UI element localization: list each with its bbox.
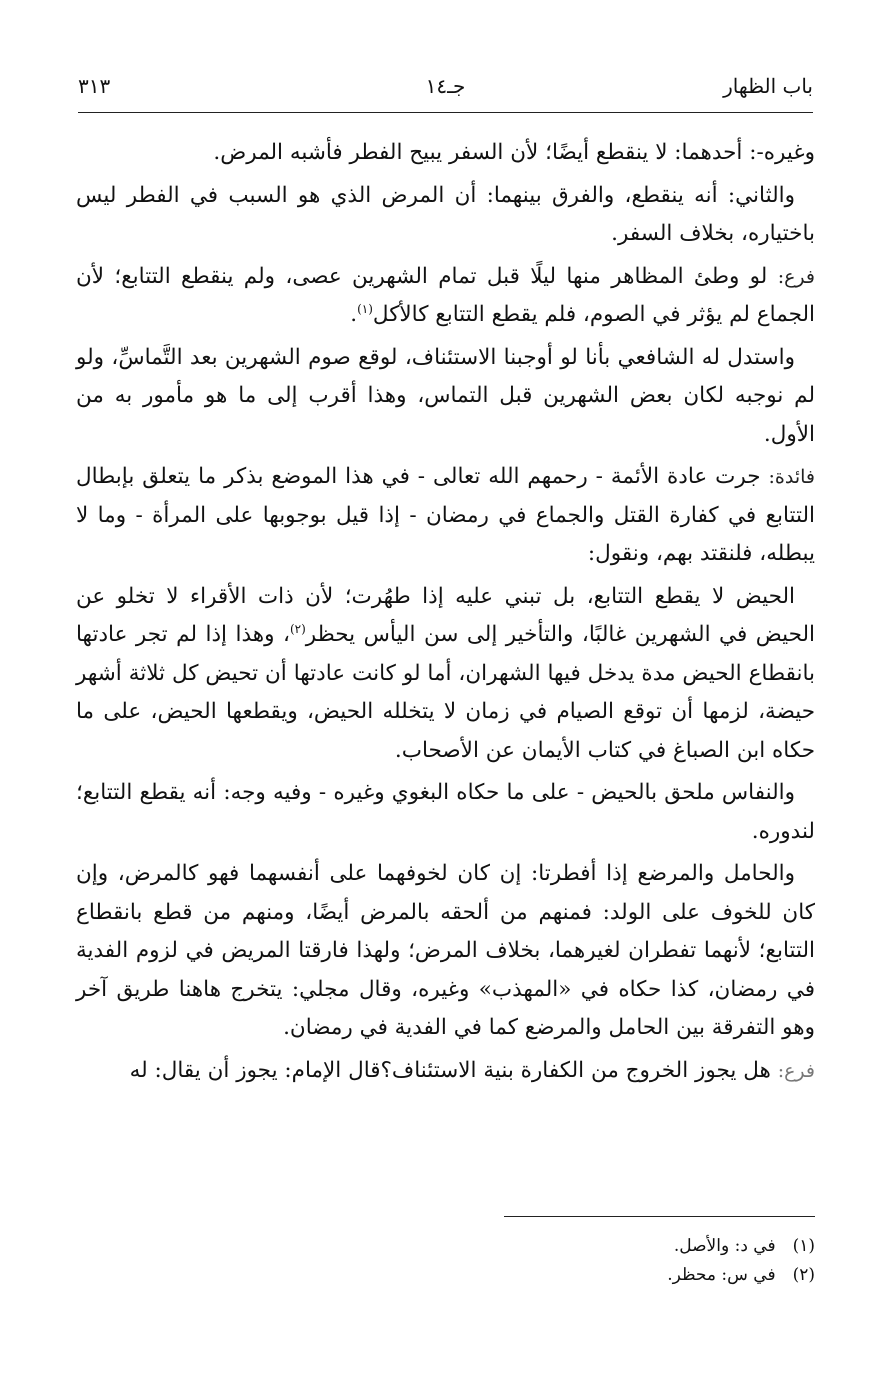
footnote-ref: (٢) <box>289 621 306 636</box>
section-lead: فائدة: <box>768 466 815 488</box>
section-lead: فرع: <box>777 265 815 288</box>
paragraph-text: هل يجوز الخروج من الكفارة بنية الاستئناف؟قال الإمام: يجوز أن يقال: له <box>129 1057 771 1083</box>
footnote-text: في س: محظر. <box>667 1265 776 1285</box>
footnote-text: في د: والأصل. <box>673 1236 776 1256</box>
page-number: ٣١٣ <box>78 74 111 98</box>
paragraph <box>76 458 815 574</box>
paragraph-text: والنفاس ملحق بالحيض - على ما حكاه البغوي وغيره - وفيه وجه: أنه يقطع التتابع؛ لندوره. <box>76 780 815 844</box>
section-lead: فرع: <box>777 1059 815 1082</box>
footnotes <box>200 1232 815 1290</box>
paragraph-text: جرت عادة الأئمة - رحمهم الله تعالى - في هذا الموضع بذكر ما يتعلق بإبطال التتابع في كفارة القتل والجماع في رمضان - إذا قيل بوجوبها على المرأة - وما لا يبطله، فلنقتد بهم، ونقول: <box>76 464 815 566</box>
page-header <box>78 66 813 106</box>
header-divider <box>78 112 813 113</box>
footnote-ref: (١) <box>357 301 373 316</box>
paragraph <box>76 177 815 254</box>
footnote <box>200 1232 815 1261</box>
paragraph <box>76 1052 815 1091</box>
paragraph <box>76 855 815 1048</box>
paragraph-text: والثاني: أنه ينقطع، والفرق بينهما: أن المرض الذي هو السبب في الفطر ليس باختياره، بخلاف السفر. <box>76 182 815 246</box>
paragraph-text: وغيره-: أحدهما: لا ينقطع أيضًا؛ لأن السفر يبيح الفطر فأشبه المرض. <box>213 140 815 165</box>
paragraph-tail: . <box>350 302 358 327</box>
volume-label: جـ١٤ <box>425 74 466 98</box>
paragraph <box>76 578 815 771</box>
footnote-number: (١) <box>792 1236 815 1256</box>
paragraph-text: الحيض لا يقطع التتابع، بل تبني عليه إذا طهُرت؛ لأن ذات الأقراء لا تخلو عن الحيض في الشهرين غالبًا، والتأخير إلى سن اليأس يحظر <box>76 583 815 647</box>
paragraph-text: واستدل له الشافعي بأنا لو أوجبنا الاستئناف، لوقع صوم الشهرين بعد التَّماسِّ، ولو لم نوجبه لكان بعض الشهرين قبل التماس، وهذا أقرب إلى ما هو مأمور به من الأول. <box>76 344 815 447</box>
paragraph-tail: ، وهذا إذا لم تجر عادتها بانقطاع الحيض مدة يدخل فيها الشهران، أما لو كانت عادتها أن تحيض كل ثلاثة أشهر حيضة، لزمها أن توقع الصيام في زمان لا يتخلله الحيض، ويقطعها الحيض، على ما حكاه ابن الصباغ في كتاب الأيمان عن الأصحاب. <box>76 622 815 763</box>
paragraph <box>76 258 815 335</box>
paragraph <box>76 134 815 173</box>
footnote-number: (٢) <box>792 1265 815 1285</box>
paragraph-text: لو وطئ المظاهر منها ليلًا قبل تمام الشهرين عصى، ولم ينقطع التتابع؛ لأن الجماع لم يؤثر في الصوم، فلم يقطع التتابع كالأكل <box>76 263 815 327</box>
paragraph <box>76 339 815 455</box>
footnote-divider <box>504 1216 815 1217</box>
paragraph-text: والحامل والمرضع إذا أفطرتا: إن كان لخوفهما على أنفسهما فهو كالمرض، وإن كان للخوف على الولد: فمنهم من ألحقه بالمرض أيضًا، ومنهم من قطع بانقطاع التتابع؛ لأنهما تفطران لغيرهما، بخلاف المرض؛ ولهذا فارقتا المريض في لزوم الفدية في رمضان، كذا حكاه في «المهذب» وغيره، وقال مجلي: يتخرج هاهنا طريق آخر وهو التفرقة بين الحامل والمرضع كما في الفدية في رمضان. <box>76 861 815 1040</box>
paragraph <box>76 774 815 851</box>
chapter-title: باب الظهار <box>723 74 813 98</box>
main-text <box>76 134 815 1094</box>
footnote <box>200 1261 815 1290</box>
